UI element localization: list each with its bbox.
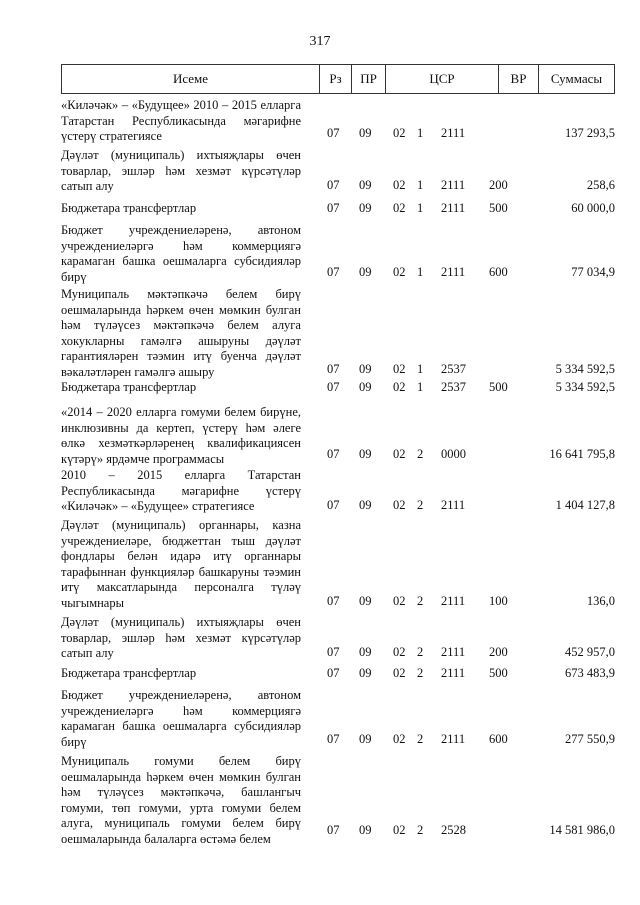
row-csr-part3: 0000 — [441, 447, 466, 461]
row-vr: 600 — [489, 732, 508, 746]
row-pr: 09 — [359, 447, 372, 461]
row-sum: 136,0 — [586, 594, 615, 608]
row-vr: 200 — [489, 645, 508, 659]
row-pr: 09 — [359, 265, 372, 279]
row-csr-part3: 2528 — [441, 823, 466, 837]
row-rz: 07 — [327, 362, 340, 376]
header-csr: ЦСР — [386, 65, 499, 93]
row-sum: 277 550,9 — [565, 732, 615, 746]
row-csr-part2: 2 — [417, 498, 424, 512]
row-vr: 200 — [489, 178, 508, 192]
row-csr-part3: 2537 — [441, 380, 466, 394]
row-csr-part2: 1 — [417, 265, 424, 279]
row-rz: 07 — [327, 823, 340, 837]
row-csr-part2: 1 — [417, 380, 424, 394]
header-sum: Суммасы — [550, 71, 603, 86]
row-vr: 600 — [489, 265, 508, 279]
row-vr: 500 — [489, 201, 508, 215]
row-vr: 500 — [489, 666, 508, 680]
row-name: Бюджетара трансфертлар — [61, 666, 197, 680]
row-csr-part1: 02 — [393, 201, 406, 215]
row-csr-part2: 1 — [417, 178, 424, 192]
row-csr-part1: 02 — [393, 666, 406, 680]
row-csr-part1: 02 — [393, 126, 406, 140]
row-pr: 09 — [359, 498, 372, 512]
row-csr-part1: 02 — [393, 380, 406, 394]
row-rz: 07 — [327, 645, 340, 659]
row-name: Дәүләт (муниципаль) ихтыяҗлары өчен товарлар, эшләр һәм хезмәт күрсәтүләр сатып алу — [61, 148, 301, 193]
row-rz: 07 — [327, 594, 340, 608]
row-vr: 100 — [489, 594, 508, 608]
row-csr-part3: 2111 — [441, 126, 466, 140]
row-csr-part2: 2 — [417, 823, 424, 837]
row-csr-part3: 2111 — [441, 732, 466, 746]
row-sum: 452 957,0 — [565, 645, 615, 659]
row-csr-part1: 02 — [393, 265, 406, 279]
row-csr-part1: 02 — [393, 362, 406, 376]
row-rz: 07 — [327, 380, 340, 394]
row-sum: 137 293,5 — [565, 126, 615, 140]
row-rz: 07 — [327, 201, 340, 215]
row-rz: 07 — [327, 178, 340, 192]
row-csr-part3: 2111 — [441, 645, 466, 659]
row-csr-part1: 02 — [393, 594, 406, 608]
row-sum: 5 334 592,5 — [555, 380, 615, 394]
row-rz: 07 — [327, 265, 340, 279]
row-csr-part3: 2111 — [441, 178, 466, 192]
row-pr: 09 — [359, 362, 372, 376]
row-csr-part2: 2 — [417, 645, 424, 659]
row-rz: 07 — [327, 126, 340, 140]
row-csr-part2: 1 — [417, 126, 424, 140]
row-sum: 14 581 986,0 — [549, 823, 615, 837]
row-csr-part2: 2 — [417, 732, 424, 746]
header-name: Исеме — [62, 65, 320, 93]
header-pr: ПР — [352, 65, 386, 93]
row-csr-part1: 02 — [393, 498, 406, 512]
row-vr: 500 — [489, 380, 508, 394]
row-csr-part3: 2111 — [441, 498, 466, 512]
row-pr: 09 — [359, 380, 372, 394]
row-csr-part2: 2 — [417, 666, 424, 680]
row-pr: 09 — [359, 126, 372, 140]
row-csr-part2: 1 — [417, 362, 424, 376]
row-name: «2014 – 2020 елларга гомуми белем бирүне, инклюзивны да кертеп, үстерү һәм әлеге өлкә хезмәткәрләренең квалификациясен күтәрү» ярдәмче программасы — [61, 405, 301, 466]
row-sum: 5 334 592,5 — [555, 362, 615, 376]
row-sum: 1 404 127,8 — [555, 498, 615, 512]
page-number: 317 — [309, 34, 331, 49]
row-csr-part3: 2111 — [441, 594, 466, 608]
row-sum: 16 641 795,8 — [549, 447, 615, 461]
row-csr-part1: 02 — [393, 732, 406, 746]
row-csr-part1: 02 — [393, 645, 406, 659]
row-name: Дәүләт (муниципаль) органнары, казна учреждениеләре, бюджеттан тыш дәүләт фондлары белән идарә итү органнары тарафыннан функцияләр башкаруны тәэмин итү максатларында персоналга түләү чыгымнары — [61, 518, 301, 610]
row-pr: 09 — [359, 666, 372, 680]
row-csr-part3: 2111 — [441, 265, 466, 279]
row-csr-part3: 2111 — [441, 201, 466, 215]
row-csr-part2: 2 — [417, 594, 424, 608]
row-name: «Киләчәк» – «Будущее» 2010 – 2015 елларга Татарстан Республикасында мәгарифне үстерү стратегиясе — [61, 98, 301, 143]
row-sum: 77 034,9 — [571, 265, 615, 279]
table-header — [61, 64, 615, 94]
row-csr-part2: 2 — [417, 447, 424, 461]
row-pr: 09 — [359, 645, 372, 659]
row-csr-part3: 2111 — [441, 666, 466, 680]
row-name: Муниципаль гомуми белем бирү оешмаларында һәркем өчен мөмкин булган һәм түләүсез мәктәпкәчә, башлангыч гомуми, төп гомуми, урта гомуми белем алуга, муниципаль гомуми белем бирү оешмаларында балаларга өстәмә белем — [61, 754, 301, 846]
row-name: Бюджет учреждениеләренә, автоном учреждениеләргә һәм коммерциягә карамаган башка оешмаларга субсидияләр бирү — [61, 223, 301, 284]
row-csr-part3: 2537 — [441, 362, 466, 376]
row-rz: 07 — [327, 732, 340, 746]
row-pr: 09 — [359, 201, 372, 215]
row-pr: 09 — [359, 594, 372, 608]
row-rz: 07 — [327, 666, 340, 680]
row-pr: 09 — [359, 732, 372, 746]
row-sum: 60 000,0 — [571, 201, 615, 215]
row-csr-part1: 02 — [393, 823, 406, 837]
row-name: Бюджетара трансфертлар — [61, 201, 197, 215]
row-name: 2010 – 2015 елларга Татарстан Республикасында мәгарифне үстерү «Киләчәк» – «Будущее» стратегиясе — [61, 468, 301, 513]
row-pr: 09 — [359, 823, 372, 837]
row-csr-part1: 02 — [393, 178, 406, 192]
row-rz: 07 — [327, 447, 340, 461]
header-vr: ВР — [499, 65, 539, 93]
row-sum: 673 483,9 — [565, 666, 615, 680]
header-rz: Рз — [320, 65, 352, 93]
row-name: Муниципаль мәктәпкәчә белем бирү оешмаларында һәркем өчен мөмкин булган һәм түләүсез мәктәпкәчә белем алуга хокукларны гамәлгә ашыруны дәүләт гарантияләрен тәэмин итү буенча дәүләт вәкаләтләрен гамәлгә ашыру — [61, 287, 301, 379]
row-name: Дәүләт (муниципаль) ихтыяҗлары өчен товарлар, эшләр һәм хезмәт күрсәтүләр сатып алу — [61, 615, 301, 660]
row-pr: 09 — [359, 178, 372, 192]
row-csr-part1: 02 — [393, 447, 406, 461]
row-rz: 07 — [327, 498, 340, 512]
row-name: Бюджет учреждениеләренә, автоном учреждениеләргә һәм коммерциягә карамаган башка оешмаларга субсидияләр бирү — [61, 688, 301, 749]
row-sum: 258,6 — [586, 178, 615, 192]
row-name: Бюджетара трансфертлар — [61, 380, 197, 394]
row-csr-part2: 1 — [417, 201, 424, 215]
